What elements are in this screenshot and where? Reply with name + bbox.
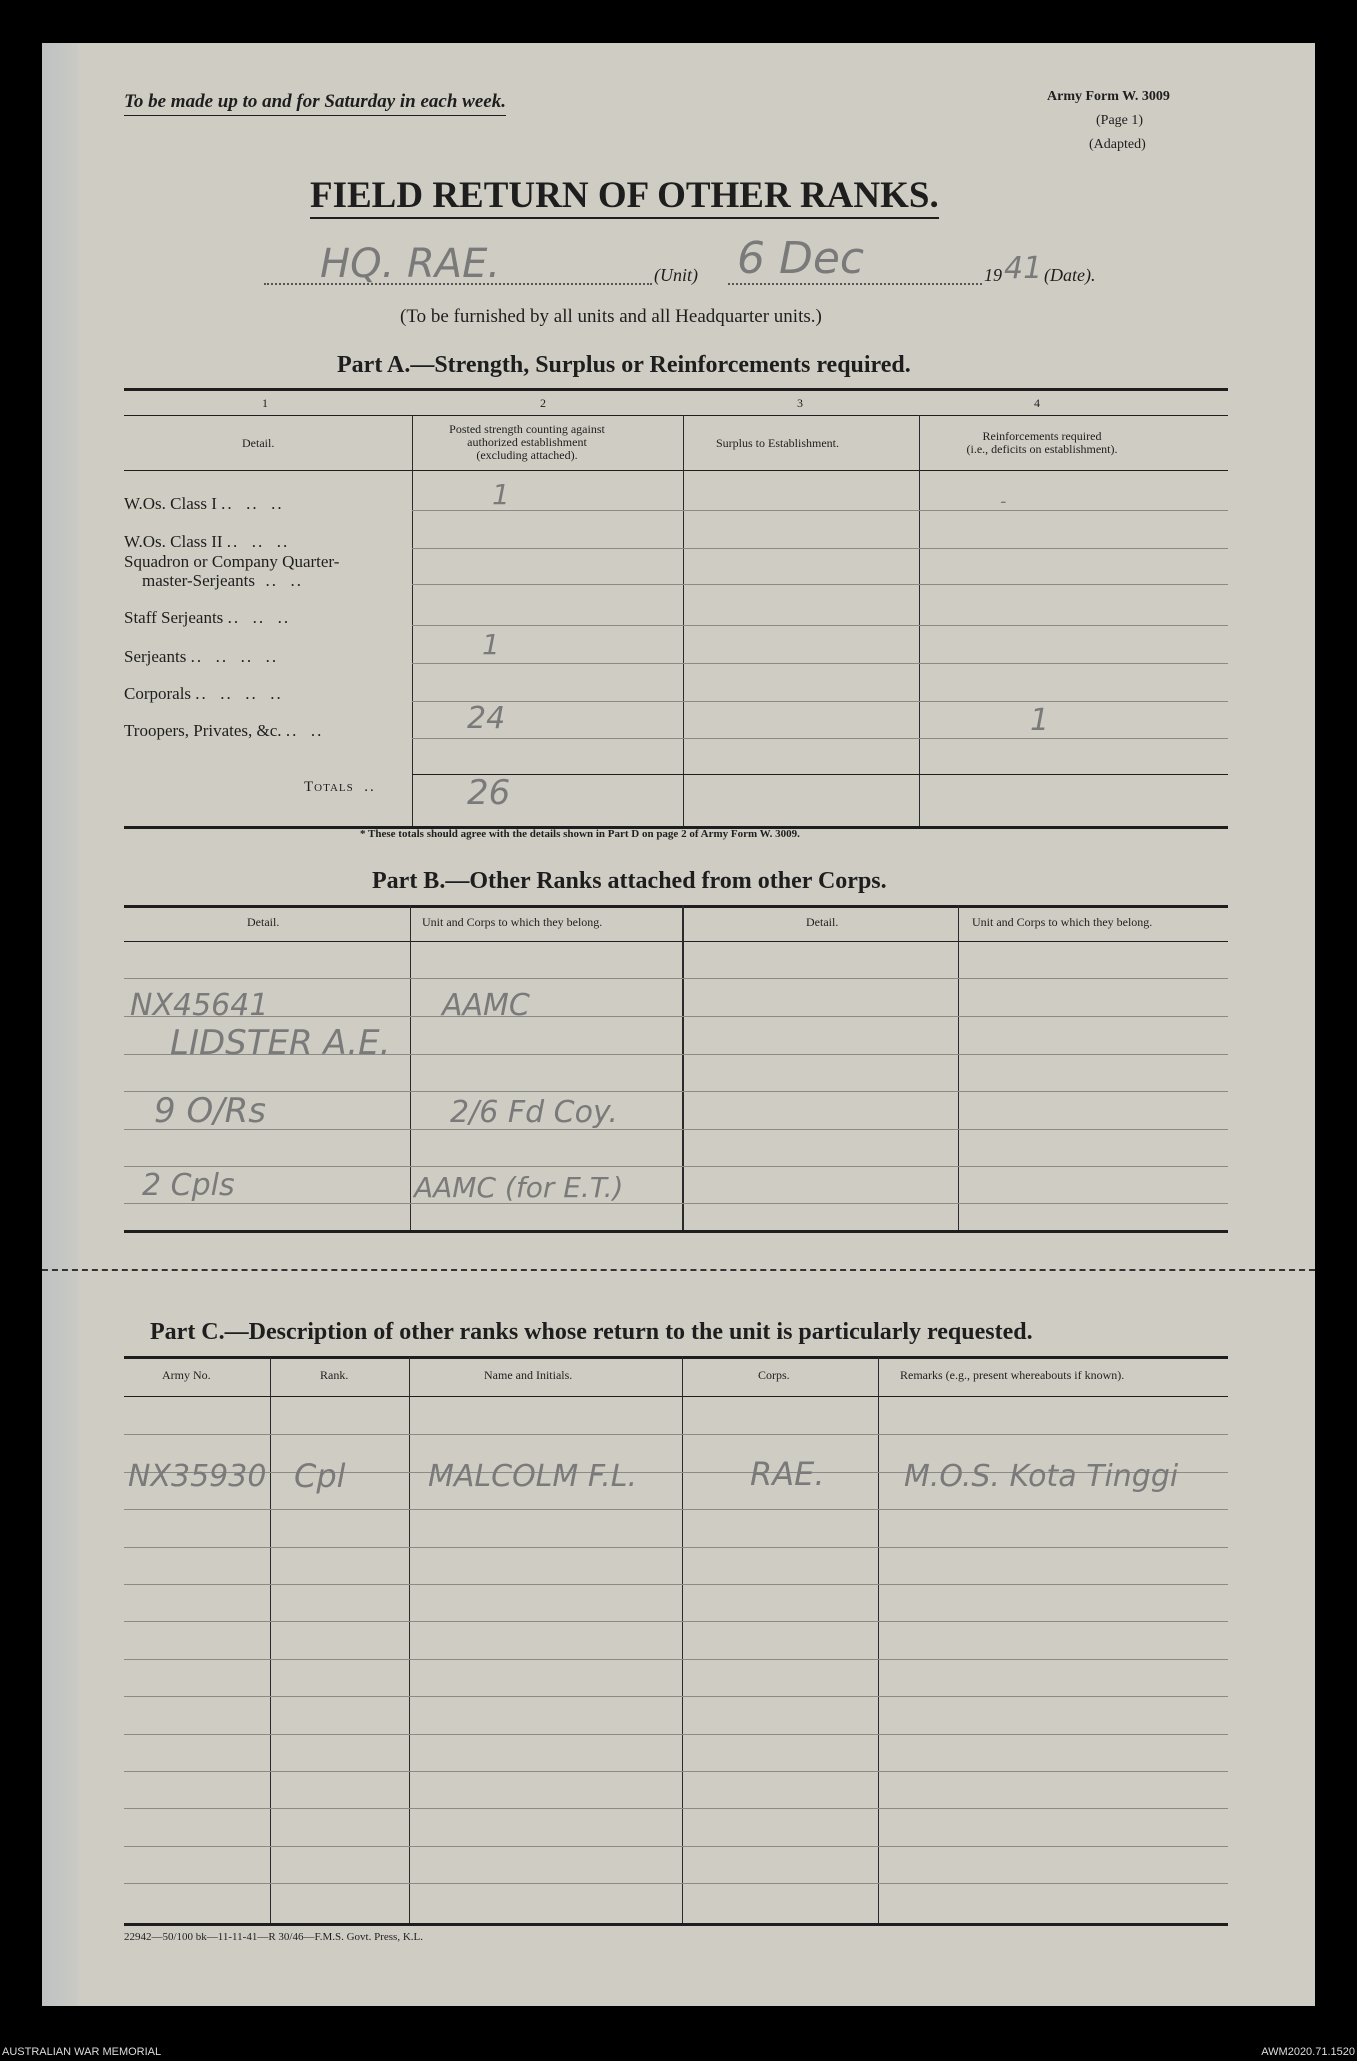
part-b-entry-3-detail: 9 O/Rs (154, 1091, 266, 1131)
row-label-corporals: Corporals .. .. .. .. (124, 684, 283, 703)
form-number: Army Form W. 3009 (1047, 89, 1170, 104)
footer-left: AUSTRALIAN WAR MEMORIAL (2, 2046, 162, 2058)
page-number: (Page 1) (1096, 113, 1144, 128)
part-a-footnote: * These totals should agree with the details shown in Part D on page 2 of Army Form W. 3009. (360, 828, 800, 840)
row-rule (124, 978, 1228, 979)
row-rule (124, 1547, 1228, 1548)
row-rule (412, 510, 1228, 511)
row-label-wo2: W.Os. Class II .. .. .. (124, 532, 290, 551)
col-header-surplus: Surplus to Establishment. (716, 436, 839, 450)
row-rule (124, 1166, 1228, 1167)
row-label-sqms-2: master-Serjeants .. .. (142, 571, 303, 590)
part-b-entry-1-detail: NX45641 (130, 988, 269, 1023)
date-value: 6 Dec (737, 233, 865, 284)
unit-value: HQ. RAE. (320, 241, 501, 287)
date-year-value: 41 (1004, 251, 1043, 286)
part-b-entry-4-unit: AAMC (for E.T.) (414, 1171, 624, 1204)
date-year-prefix: 19 (984, 265, 1002, 285)
row-rule (124, 1584, 1228, 1585)
part-b-col-unit-2: Unit and Corps to which they belong. (972, 915, 1153, 929)
row-label-sqms: Squadron or Company Quarter- (124, 552, 340, 571)
part-c-name-value: MALCOLM F.L. (428, 1459, 637, 1494)
part-c-col-corps: Corps. (758, 1368, 790, 1382)
part-c-army-no-value: NX35930 (128, 1459, 267, 1494)
col-num-1: 1 (262, 396, 268, 410)
part-c-col-name: Name and Initials. (484, 1368, 573, 1382)
part-a-vline-1 (412, 415, 413, 826)
part-a-col-header-rule (124, 470, 1228, 471)
col-header-detail: Detail. (242, 436, 275, 450)
row-rule (124, 1696, 1228, 1697)
row-rule (412, 701, 1228, 702)
part-b-entry-3-unit: 2/6 Fd Coy. (450, 1095, 618, 1130)
row-rule (124, 1659, 1228, 1660)
row-rule (124, 1808, 1228, 1809)
part-a-title: Part A.—Strength, Surplus or Reinforcements required. (337, 352, 911, 378)
row-rule (124, 1434, 1228, 1435)
part-b-vline-2 (682, 905, 684, 1230)
part-c-col-remarks: Remarks (e.g., present whereabouts if known). (900, 1368, 1125, 1382)
part-b-col-detail-2: Detail. (806, 915, 839, 929)
part-a-vline-3 (919, 415, 920, 826)
part-c-col-rank: Rank. (320, 1368, 349, 1382)
form-title: FIELD RETURN OF OTHER RANKS. (310, 175, 939, 219)
form-paper (42, 43, 1315, 2006)
cut-line (42, 1269, 1315, 1271)
row-label-serjeants: Serjeants .. .. .. .. (124, 647, 279, 666)
wo1-posted-value: 1 (492, 478, 510, 511)
totals-label: Totals .. (304, 779, 376, 795)
col-header-posted: Posted strength counting against authorized establishment (excluding attached). (449, 422, 605, 462)
part-b-title: Part B.—Other Ranks attached from other Corps. (372, 868, 887, 894)
row-rule (124, 1016, 1228, 1017)
adapted-note: (Adapted) (1089, 137, 1146, 152)
part-c-remarks-value: M.O.S. Kota Tinggi (904, 1459, 1179, 1494)
serjeants-posted-value: 1 (482, 628, 500, 661)
totals-rule (412, 774, 1228, 775)
part-b-bottom-rule (124, 1230, 1228, 1233)
row-rule (412, 625, 1228, 626)
unit-label: (Unit) (654, 265, 698, 285)
part-b-col-detail-1: Detail. (247, 915, 280, 929)
part-b-header-rule (124, 941, 1228, 942)
privates-reinf-value: 1 (1030, 703, 1050, 738)
part-c-vline-4 (878, 1356, 879, 1923)
part-c-vline-1 (270, 1356, 271, 1923)
row-rule (124, 1509, 1228, 1510)
row-rule (124, 1129, 1228, 1130)
part-c-header-rule (124, 1396, 1228, 1397)
row-rule (124, 1734, 1228, 1735)
col-header-reinforcements: Reinforcements required (i.e., deficits on establishment). (966, 429, 1118, 456)
row-label-wo1: W.Os. Class I .. .. .. (124, 494, 284, 513)
wo1-reinf-value: - (1000, 491, 1007, 512)
part-c-bottom-rule (124, 1923, 1228, 1926)
col-num-4: 4 (1034, 396, 1040, 410)
part-b-top-rule (124, 905, 1228, 908)
paper-edge (42, 43, 78, 2006)
row-rule (412, 548, 1228, 549)
part-c-vline-3 (682, 1356, 683, 1923)
row-rule (412, 738, 1228, 739)
privates-posted-value: 24 (467, 701, 506, 736)
row-rule (124, 1203, 1228, 1204)
print-note: 22942—50/100 bk—11-11-41—R 30/46—F.M.S. Govt. Press, K.L. (124, 1931, 423, 1943)
part-b-vline-1 (410, 905, 411, 1230)
part-b-entry-2-detail: LIDSTER A.E. (170, 1023, 391, 1063)
date-label: (Date). (1044, 265, 1096, 285)
col-num-2: 2 (540, 396, 546, 410)
row-label-privates: Troopers, Privates, &c. .. .. (124, 721, 324, 740)
instruction-note: To be made up to and for Saturday in each week. (124, 91, 506, 116)
part-a-top-rule (124, 388, 1228, 391)
part-b-vline-3 (958, 905, 959, 1230)
row-rule (412, 584, 1228, 585)
row-label-staff-serjeants: Staff Serjeants .. .. .. (124, 608, 291, 627)
part-c-col-army-no: Army No. (162, 1368, 211, 1382)
footer-right: AWM2020.71.1520 (1261, 2046, 1355, 2058)
row-rule (124, 1771, 1228, 1772)
row-rule (124, 1883, 1228, 1884)
row-rule (412, 663, 1228, 664)
part-c-corps-value: RAE. (750, 1455, 825, 1493)
part-b-col-unit-1: Unit and Corps to which they belong. (422, 915, 603, 929)
furnished-note: (To be furnished by all units and all Headquarter units.) (400, 306, 822, 327)
part-c-top-rule (124, 1356, 1228, 1359)
part-c-title: Part C.—Description of other ranks whose return to the unit is particularly requested. (150, 1319, 1033, 1345)
totals-posted-value: 26 (467, 773, 511, 813)
row-rule (124, 1846, 1228, 1847)
part-c-rank-value: Cpl (294, 1457, 346, 1495)
part-a-header-rule (124, 415, 1228, 416)
col-num-3: 3 (797, 396, 803, 410)
part-a-vline-2 (683, 415, 684, 826)
row-rule (124, 1091, 1228, 1092)
part-c-vline-2 (409, 1356, 410, 1923)
part-b-entry-1-unit: AAMC (442, 988, 530, 1023)
part-b-entry-4-detail: 2 Cpls (142, 1168, 235, 1203)
row-rule (124, 1621, 1228, 1622)
